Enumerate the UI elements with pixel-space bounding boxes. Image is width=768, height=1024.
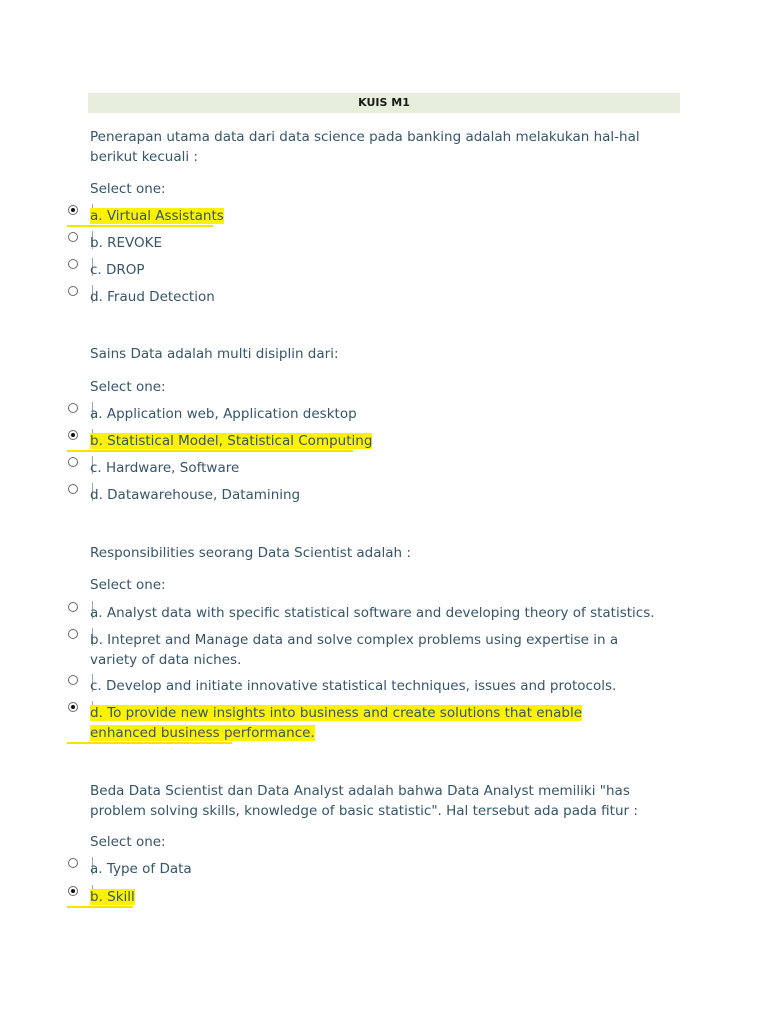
option-label: b. Skill (90, 889, 135, 905)
option-label: d. Datawarehouse, Datamining (90, 487, 301, 503)
radio-icon[interactable] (68, 675, 78, 685)
highlight-underline (67, 450, 353, 452)
radio-checked-icon[interactable] (68, 886, 78, 896)
option-label: a. Virtual Assistants (90, 208, 224, 224)
highlight-underline (67, 742, 232, 744)
quiz-title: KUIS M1 (88, 93, 680, 113)
radio-icon[interactable] (68, 232, 78, 242)
question-2-text: Sains Data adalah multi disiplin dari: (90, 346, 339, 362)
question-3-text: Responsibilities seorang Data Scientist adalah : (90, 545, 411, 561)
option-label: b. Intepret and Manage data and solve complex problems using expertise in a variety of data niches. (90, 632, 619, 668)
question-4-select-label: Select one: (90, 834, 166, 850)
radio-icon[interactable] (68, 403, 78, 413)
option-label: c. DROP (90, 262, 145, 278)
option-label: d. Fraud Detection (90, 289, 215, 305)
option-label: b. REVOKE (90, 235, 163, 251)
option-label: b. Statistical Model, Statistical Computing (90, 433, 373, 449)
question-4-text: Beda Data Scientist dan Data Analyst adalah bahwa Data Analyst memiliki "has problem solving skills, knowledge of basic statistic". Hal tersebut ada pada fitur : (90, 783, 638, 819)
highlight-underline (67, 225, 213, 227)
question-2-select-label: Select one: (90, 379, 166, 395)
highlight-underline (67, 906, 133, 908)
radio-icon[interactable] (68, 484, 78, 494)
option-label: d. To provide new insights into business and create solutions that enable enhanced business performance. (90, 705, 583, 741)
option-label: c. Hardware, Software (90, 460, 240, 476)
radio-checked-icon[interactable] (68, 702, 78, 712)
radio-icon[interactable] (68, 286, 78, 296)
radio-icon[interactable] (68, 602, 78, 612)
radio-icon[interactable] (68, 858, 78, 868)
question-3-select-label: Select one: (90, 577, 166, 593)
radio-checked-icon[interactable] (68, 205, 78, 215)
radio-icon[interactable] (68, 259, 78, 269)
question-1-select-label: Select one: (90, 181, 166, 197)
radio-checked-icon[interactable] (68, 430, 78, 440)
radio-icon[interactable] (68, 629, 78, 639)
question-1-text: Penerapan utama data dari data science pada banking adalah melakukan hal-hal berikut kecuali : (90, 129, 640, 165)
option-label: a. Type of Data (90, 861, 192, 877)
option-label: c. Develop and initiate innovative statistical techniques, issues and protocols. (90, 678, 617, 694)
option-label: a. Analyst data with specific statistical software and developing theory of statistics. (90, 605, 655, 621)
radio-icon[interactable] (68, 457, 78, 467)
option-label: a. Application web, Application desktop (90, 406, 357, 422)
